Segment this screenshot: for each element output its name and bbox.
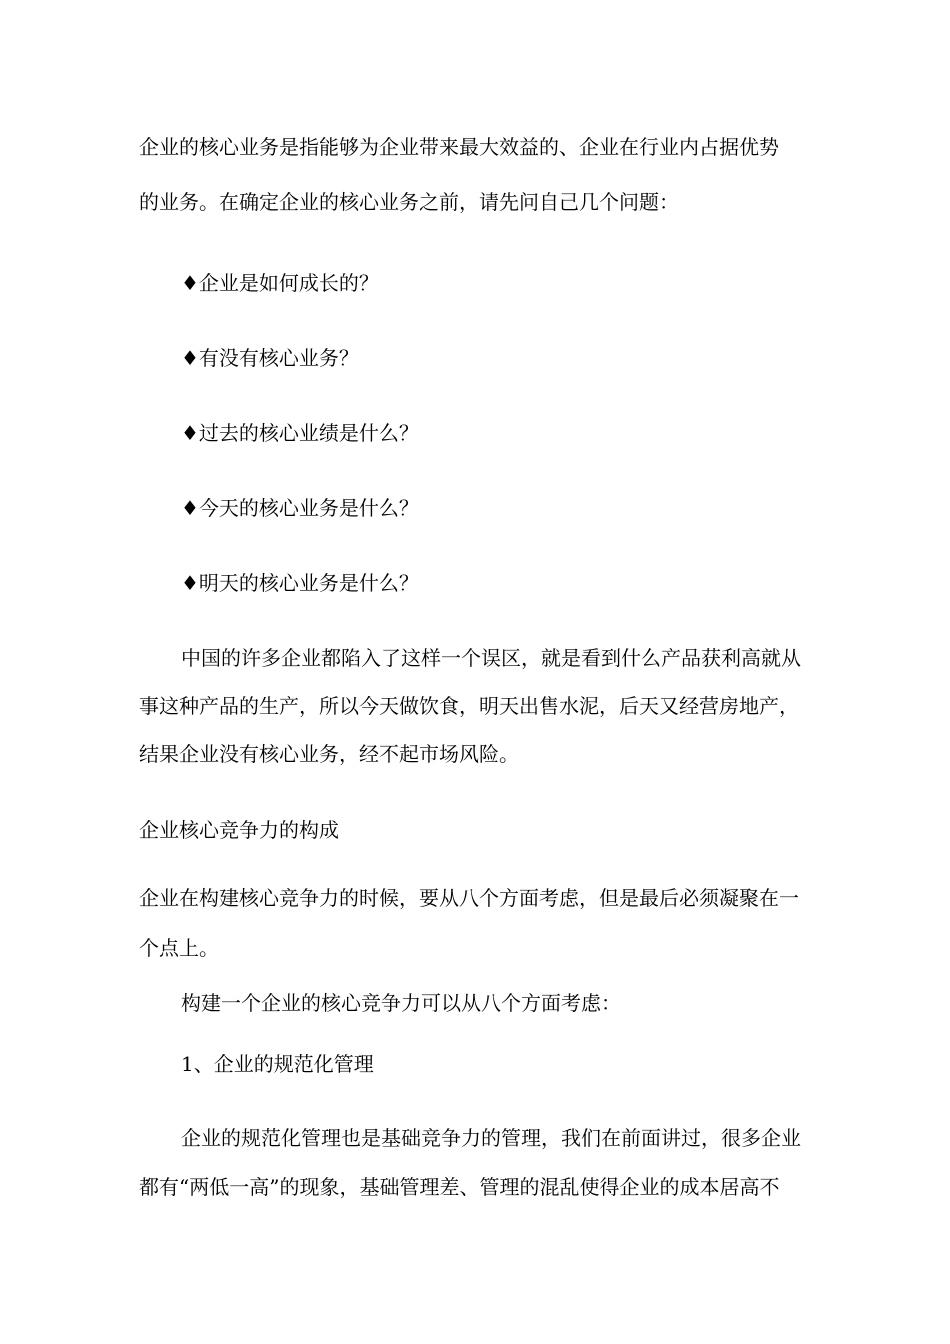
bullet-question-5: ♦明天的核心业务是什么？: [181, 571, 419, 595]
bullet-question-4: ♦今天的核心业务是什么？: [181, 496, 419, 520]
build-paragraph-line-1: 企业在构建核心竞争力的时候，要从八个方面考虑，但是最后必须凝聚在一: [139, 886, 799, 910]
item-1-heading: 1、企业的规范化管理: [181, 1052, 374, 1076]
china-paragraph-line-3: 结果企业没有核心业务，经不起市场风险。: [139, 742, 519, 766]
intro-paragraph-line-2: 的业务。在确定企业的核心业务之前，请先问自己几个问题：: [139, 190, 679, 214]
intro-paragraph-line-1: 企业的核心业务是指能够为企业带来最大效益的、企业在行业内占据优势: [139, 135, 779, 159]
china-paragraph-line-2: 事这种产品的生产，所以今天做饮食，明天出售水泥，后天又经营房地产，: [139, 694, 799, 718]
bullet-question-2: ♦有没有核心业务？: [181, 346, 359, 370]
section-heading: 企业核心竞争力的构成: [139, 818, 339, 842]
item-1-paragraph-line-2: 都有“两低一高”的现象，基础管理差、管理的混乱使得企业的成本居高不: [139, 1175, 780, 1199]
build-paragraph-line-2: 个点上。: [139, 936, 219, 960]
china-paragraph-line-1: 中国的许多企业都陷入了这样一个误区，就是看到什么产品获利高就从: [181, 646, 801, 670]
bullet-question-1: ♦企业是如何成长的？: [181, 271, 379, 295]
eight-aspects-intro: 构建一个企业的核心竞争力可以从八个方面考虑：: [181, 991, 621, 1015]
bullet-question-3: ♦过去的核心业绩是什么？: [181, 421, 419, 445]
item-1-paragraph-line-1: 企业的规范化管理也是基础竞争力的管理，我们在前面讲过，很多企业: [181, 1126, 801, 1150]
